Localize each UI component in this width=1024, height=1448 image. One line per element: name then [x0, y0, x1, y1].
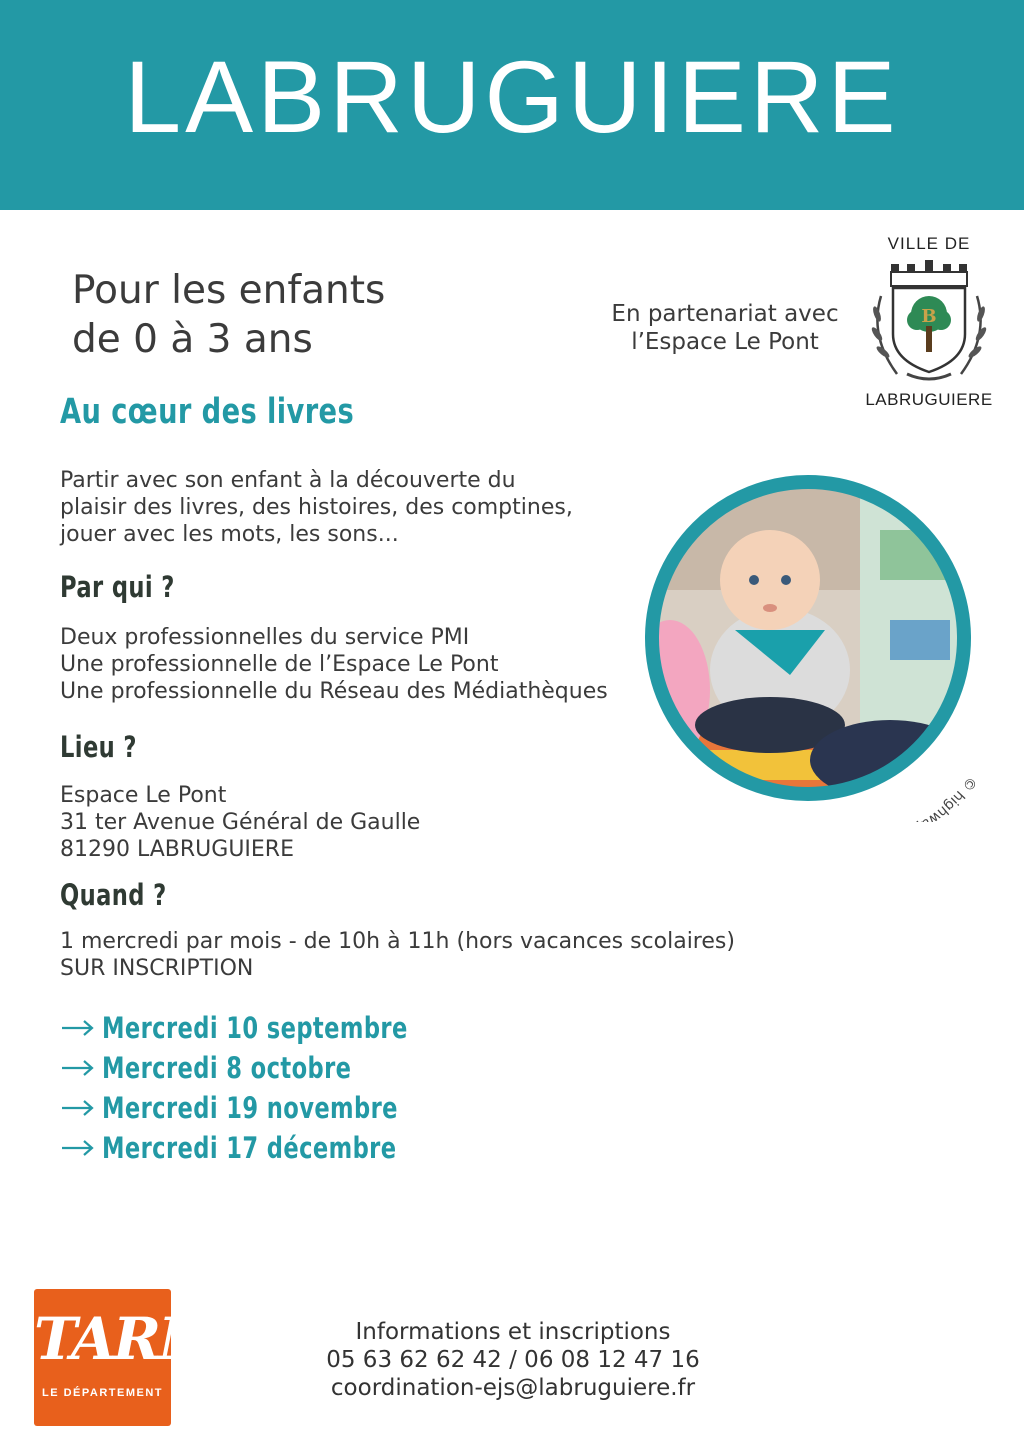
contact-phone: 05 63 62 62 42 / 06 08 12 47 16 [326, 1347, 700, 1373]
list-item [60, 1128, 494, 1168]
par-qui-heading: Par qui ? [60, 570, 175, 604]
tarn-logo-word: TARN [34, 1305, 209, 1373]
partner-text [586, 300, 864, 356]
intro-line-2: plaisir des livres, des histoires, des comptines, [60, 495, 573, 520]
crest-bottom-label: LABRUGUIERE [865, 390, 993, 409]
baby-photo [640, 470, 992, 822]
partner-line-1: En partenariat avec [611, 301, 839, 327]
town-crest [856, 234, 1002, 410]
page-title: LABRUGUIERE [124, 40, 900, 154]
contact-email: coordination-ejs@labruguiere.fr [330, 1375, 696, 1401]
date-label: Mercredi 17 décembre [102, 1131, 397, 1165]
intro-line-1: Partir avec son enfant à la découverte du [60, 468, 516, 493]
lieu-line-1: Espace Le Pont [60, 783, 227, 808]
lieu-heading: Lieu ? [60, 730, 137, 764]
par-qui-text [60, 624, 608, 705]
lieu-line-2: 31 ter Avenue Général de Gaulle [60, 810, 421, 835]
par-qui-line-1: Deux professionnelles du service PMI [60, 625, 470, 650]
svg-text:B: B [921, 306, 937, 327]
par-qui-line-3: Une professionnelle du Réseau des Médiathèques [60, 679, 608, 704]
town-crest-icon [863, 256, 995, 388]
list-item [60, 1088, 494, 1128]
intro-line-3: jouer avec les mots, les sons... [60, 522, 399, 547]
list-item [60, 1048, 494, 1088]
audience-line-2: de 0 à 3 ans [72, 317, 313, 362]
par-qui-line-2: Une professionnelle de l’Espace Le Pont [60, 652, 499, 677]
arrow-right-icon [60, 1138, 96, 1158]
quand-heading: Quand ? [60, 878, 167, 912]
header-banner [0, 0, 1024, 210]
baby-photo-image [640, 470, 992, 822]
date-label: Mercredi 10 septembre [102, 1011, 408, 1045]
main-heading: Au cœur des livres [60, 392, 355, 432]
tarn-logo-sub: LE DÉPARTEMENT [41, 1387, 164, 1399]
quand-text [60, 928, 735, 982]
arrow-right-icon [60, 1098, 96, 1118]
quand-line-1: 1 mercredi par mois - de 10h à 11h (hors vacances scolaires) [60, 929, 735, 954]
list-item [60, 1008, 494, 1048]
audience-line-1: Pour les enfants [72, 268, 386, 313]
quand-line-2: SUR INSCRIPTION [60, 956, 254, 981]
tarn-logo [34, 1289, 209, 1426]
audience-text [72, 266, 385, 364]
contact-info [280, 1318, 746, 1402]
arrow-right-icon [60, 1058, 96, 1078]
contact-line-1: Informations et inscriptions [355, 1319, 671, 1345]
photo-credit: © highw [924, 773, 980, 822]
intro-text [60, 467, 573, 548]
date-label: Mercredi 8 octobre [102, 1051, 352, 1085]
lieu-line-3: 81290 LABRUGUIERE [60, 837, 294, 862]
arrow-right-icon [60, 1018, 96, 1038]
date-label: Mercredi 19 novembre [102, 1091, 398, 1125]
crest-top-label: VILLE DE [887, 234, 971, 253]
date-list [60, 1008, 494, 1168]
partner-line-2: l’Espace Le Pont [631, 329, 819, 355]
lieu-text [60, 782, 420, 863]
